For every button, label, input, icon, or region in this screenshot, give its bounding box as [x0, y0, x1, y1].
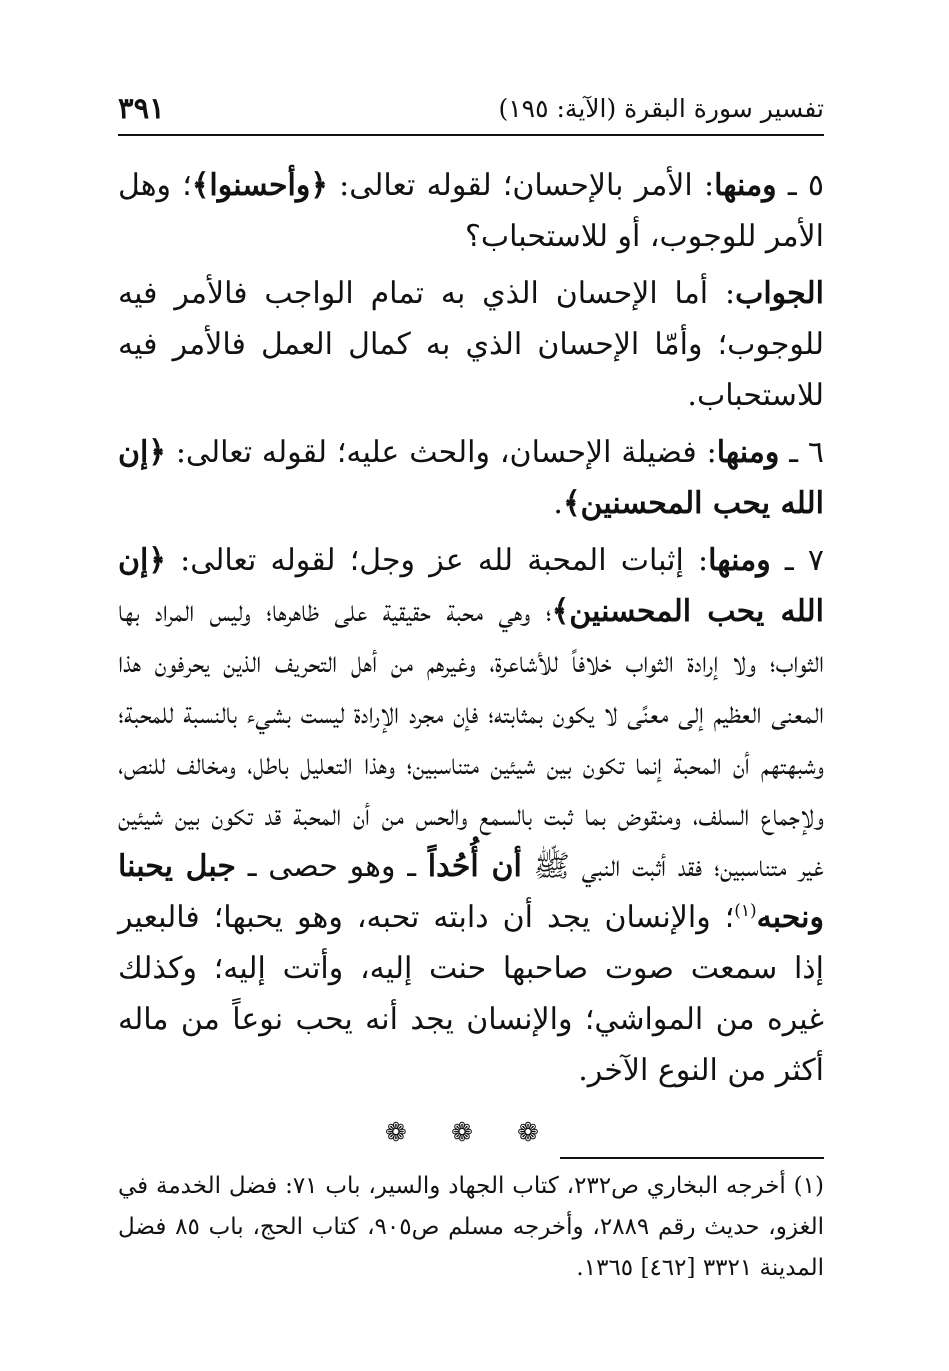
main-text	[118, 160, 824, 1148]
section-separator: ❁ ❁ ❁	[385, 1118, 557, 1148]
header-rule	[118, 134, 824, 136]
paragraph-text: : فضيلة الإحسان، والحث عليه؛ لقوله تعالى:	[165, 435, 717, 470]
paragraph-text: : الأمر بالإحسان؛ لقوله تعالى:	[327, 168, 715, 203]
paragraph-text: ـ وهو حصى ـ	[235, 849, 428, 884]
quran-quote: ﴿وأحسنوا﴾	[191, 168, 328, 203]
item-number: ٥ ـ	[776, 168, 824, 203]
hadith-quote: أن أُحُداً	[427, 849, 522, 884]
paragraph-text: ؛ وهي محبة حقيقية على ظاهرها؛ وليس المراد بها الثواب؛ ولا إرادة الثواب خلافاً للأشاعرة، وغيرهم من أهل التحريف الذين يحرفون هذا المعنى العظيم إلى معنًى لا يكون بمثابته؛ فإن مجرد الإرادة ليست بشيء بالنسبة للمحبة؛ وشبهتهم أن المحبة إنما تكون بين شيئين متناسبين؛ وهذا التعليل باطل، ومخالف للنص، ولإجماع السلف، ومنقوض بما ثبت بالسمع والحس من أن المحبة قد تكون بين شيئين غير متناسبين؛ فقد أثبت النبي ﷺ	[118, 594, 824, 884]
paragraph-text: ؛ وهل الأمر للوجوب، أو للاستحباب؟	[118, 168, 824, 254]
paragraph-text: .	[553, 486, 563, 521]
item-number: ٦ ـ	[779, 435, 824, 470]
footnote-reference[interactable]: (١)	[734, 901, 757, 921]
paragraph-5	[118, 160, 824, 262]
page-number: ٣٩١	[118, 91, 165, 125]
item-label: ومنها	[708, 543, 771, 578]
quran-quote: ﴿إن الله يحب المحسنين﴾	[118, 543, 824, 629]
item-label: ومنها	[716, 435, 780, 470]
answer-label: الجواب	[735, 276, 824, 311]
hadith-quote: جبل يحبنا ونحبه	[118, 849, 824, 935]
item-number: ٧ ـ	[770, 543, 824, 578]
footnote-rule	[560, 1157, 824, 1159]
quran-quote: ﴿إن الله يحب المحسنين﴾	[118, 435, 824, 521]
footnote: (١) أخرجه البخاري ص٢٣٢، كتاب الجهاد والسير، باب ٧١: فضل الخدمة في الغزو، حديث رقم ٢٨٨٩، وأخرجه مسلم ص٩٠٥، كتاب الحج، باب ٨٥ فضل المدينة ٣٣٢١ [٤٦٢] ١٣٦٥.	[118, 1173, 825, 1281]
item-label: ومنها	[714, 168, 777, 203]
paragraph-text: : أما الإحسان الذي به تمام الواجب فالأمر فيه للوجوب؛ وأمّا الإحسان الذي به كمال العمل فالأمر فيه للاستحباب.	[118, 276, 824, 413]
paragraph-text: ؛ والإنسان يجد أن دابته تحبه، وهو يحبها؛ فالبعير إذا سمعت صوت صاحبها حنت إليه، وأتت إليه؛ وكذلك غيره من المواشي؛ والإنسان يجد أنه يحب نوعاً من ماله أكثر من النوع الآخر.	[118, 900, 825, 1088]
paragraph-text: : إثبات المحبة لله عز وجل؛ لقوله تعالى:	[165, 543, 709, 578]
running-header	[118, 88, 824, 128]
answer-paragraph	[118, 268, 824, 421]
paragraph-6	[118, 427, 824, 529]
header-title: تفسير سورة البقرة (الآية: ١٩٥)	[498, 93, 824, 123]
paragraph-7	[118, 535, 824, 1096]
